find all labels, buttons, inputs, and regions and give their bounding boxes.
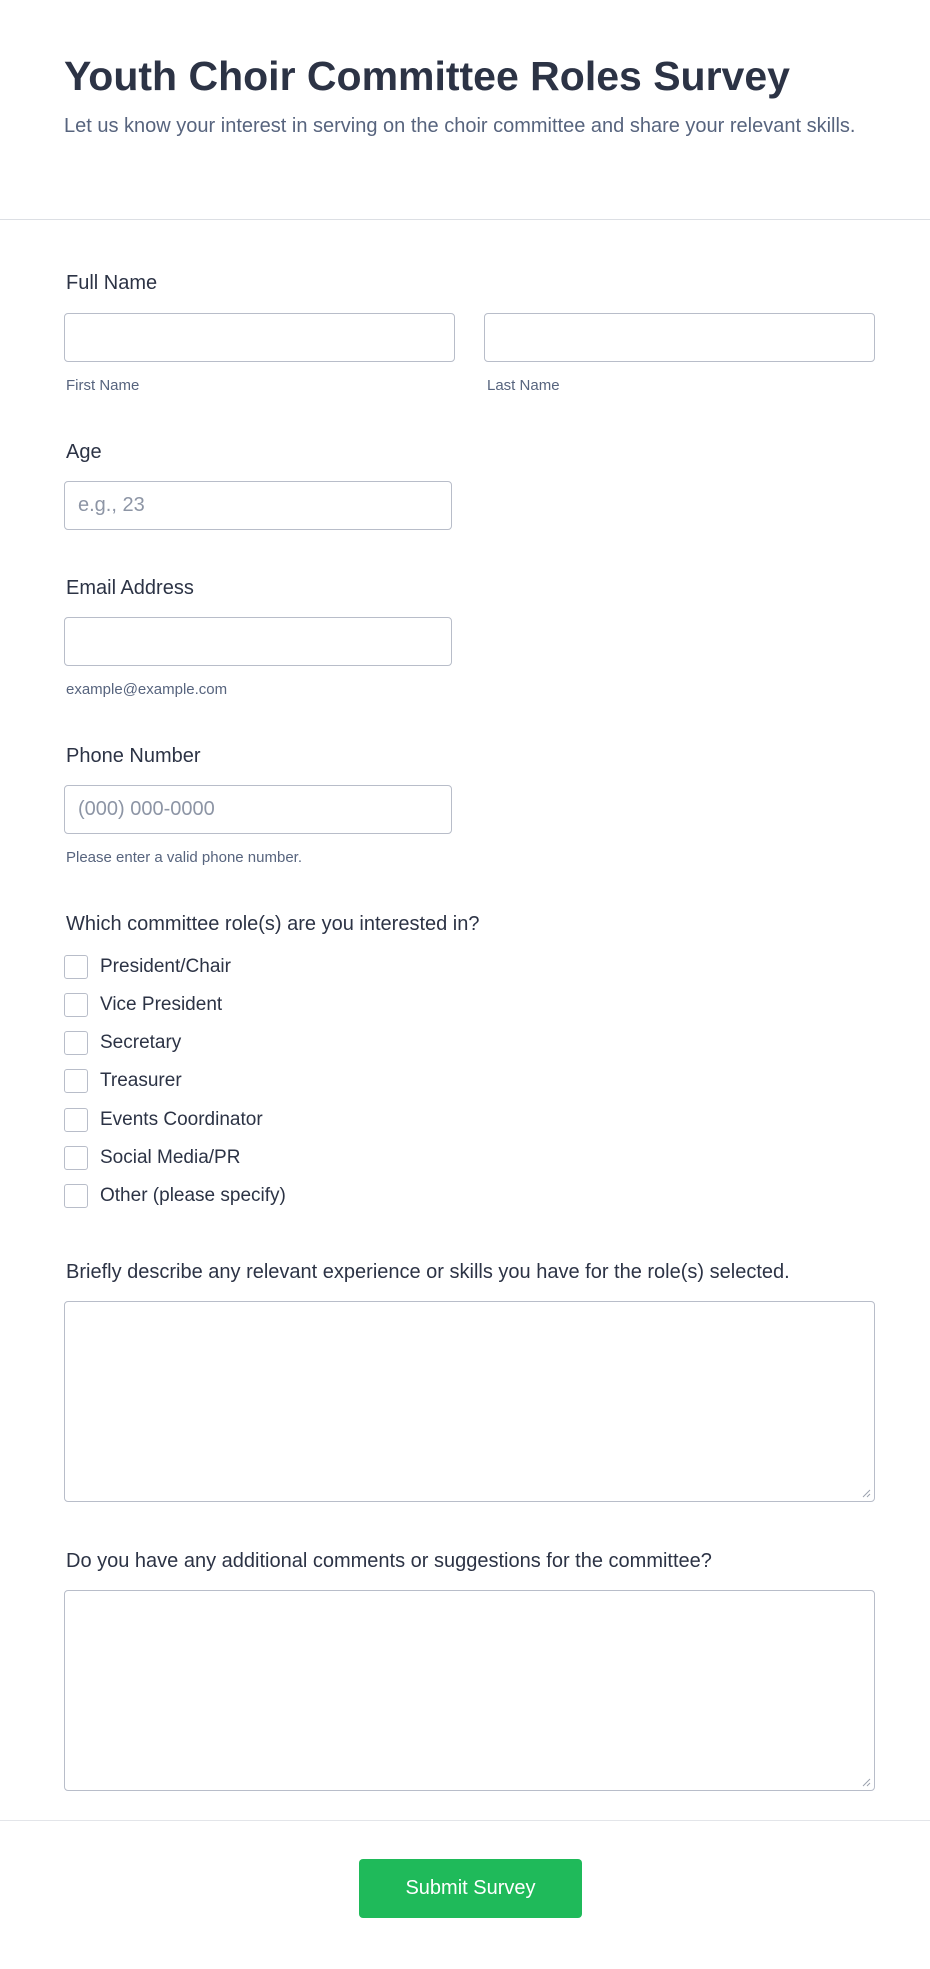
submit-survey-button[interactable]: Submit Survey xyxy=(359,1859,582,1918)
roles-label: Which committee role(s) are you interested in? xyxy=(66,913,480,935)
email-label: Email Address xyxy=(66,577,194,599)
role-option-vice-president[interactable] xyxy=(64,992,222,1018)
role-option-label: Social Media/PR xyxy=(100,1147,241,1168)
checkbox[interactable] xyxy=(64,1069,88,1093)
checkbox[interactable] xyxy=(64,1108,88,1132)
form-description: Let us know your interest in serving on the choir committee and share your relevant skills. xyxy=(64,115,856,137)
role-option-label: Treasurer xyxy=(100,1070,182,1091)
role-option-treasurer[interactable] xyxy=(64,1068,182,1094)
full-name-label: Full Name xyxy=(66,272,158,294)
checkbox[interactable] xyxy=(64,993,88,1017)
role-option-label: Other (please specify) xyxy=(100,1185,286,1206)
age-label: Age xyxy=(66,441,102,463)
role-option-secretary[interactable] xyxy=(64,1030,181,1056)
role-option-label: Events Coordinator xyxy=(100,1109,263,1130)
resize-grip-icon[interactable] xyxy=(861,1777,871,1787)
role-option-other[interactable] xyxy=(64,1183,286,1209)
role-option-label: Vice President xyxy=(100,994,223,1015)
role-option-label: President/Chair xyxy=(100,956,231,977)
checkbox[interactable] xyxy=(64,1146,88,1170)
resize-grip-icon[interactable] xyxy=(861,1488,871,1498)
comments-label: Do you have any additional comments or suggestions for the committee? xyxy=(66,1550,712,1572)
last-name-sublabel: Last Name xyxy=(487,377,560,394)
checkbox[interactable] xyxy=(64,1184,88,1208)
checkbox[interactable] xyxy=(64,1031,88,1055)
age-input[interactable] xyxy=(64,481,452,530)
form-header xyxy=(0,0,930,220)
first-name-input[interactable] xyxy=(64,313,455,362)
role-option-label: Secretary xyxy=(100,1032,182,1053)
checkbox[interactable] xyxy=(64,955,88,979)
experience-textarea[interactable] xyxy=(64,1301,875,1502)
email-input[interactable] xyxy=(64,617,452,666)
role-option-events-coordinator[interactable] xyxy=(64,1107,263,1133)
phone-label: Phone Number xyxy=(66,745,201,767)
role-option-social-media[interactable] xyxy=(64,1145,240,1171)
experience-label: Briefly describe any relevant experience or skills you have for the role(s) selected. xyxy=(66,1261,790,1283)
comments-textarea[interactable] xyxy=(64,1590,875,1791)
phone-sublabel: Please enter a valid phone number. xyxy=(66,849,302,866)
last-name-input[interactable] xyxy=(484,313,875,362)
role-option-president[interactable] xyxy=(64,954,231,980)
form-footer xyxy=(0,1820,930,1969)
first-name-sublabel: First Name xyxy=(66,377,140,394)
form-title: Youth Choir Committee Roles Survey xyxy=(64,53,790,99)
email-sublabel: example@example.com xyxy=(66,681,228,698)
phone-input[interactable] xyxy=(64,785,452,834)
